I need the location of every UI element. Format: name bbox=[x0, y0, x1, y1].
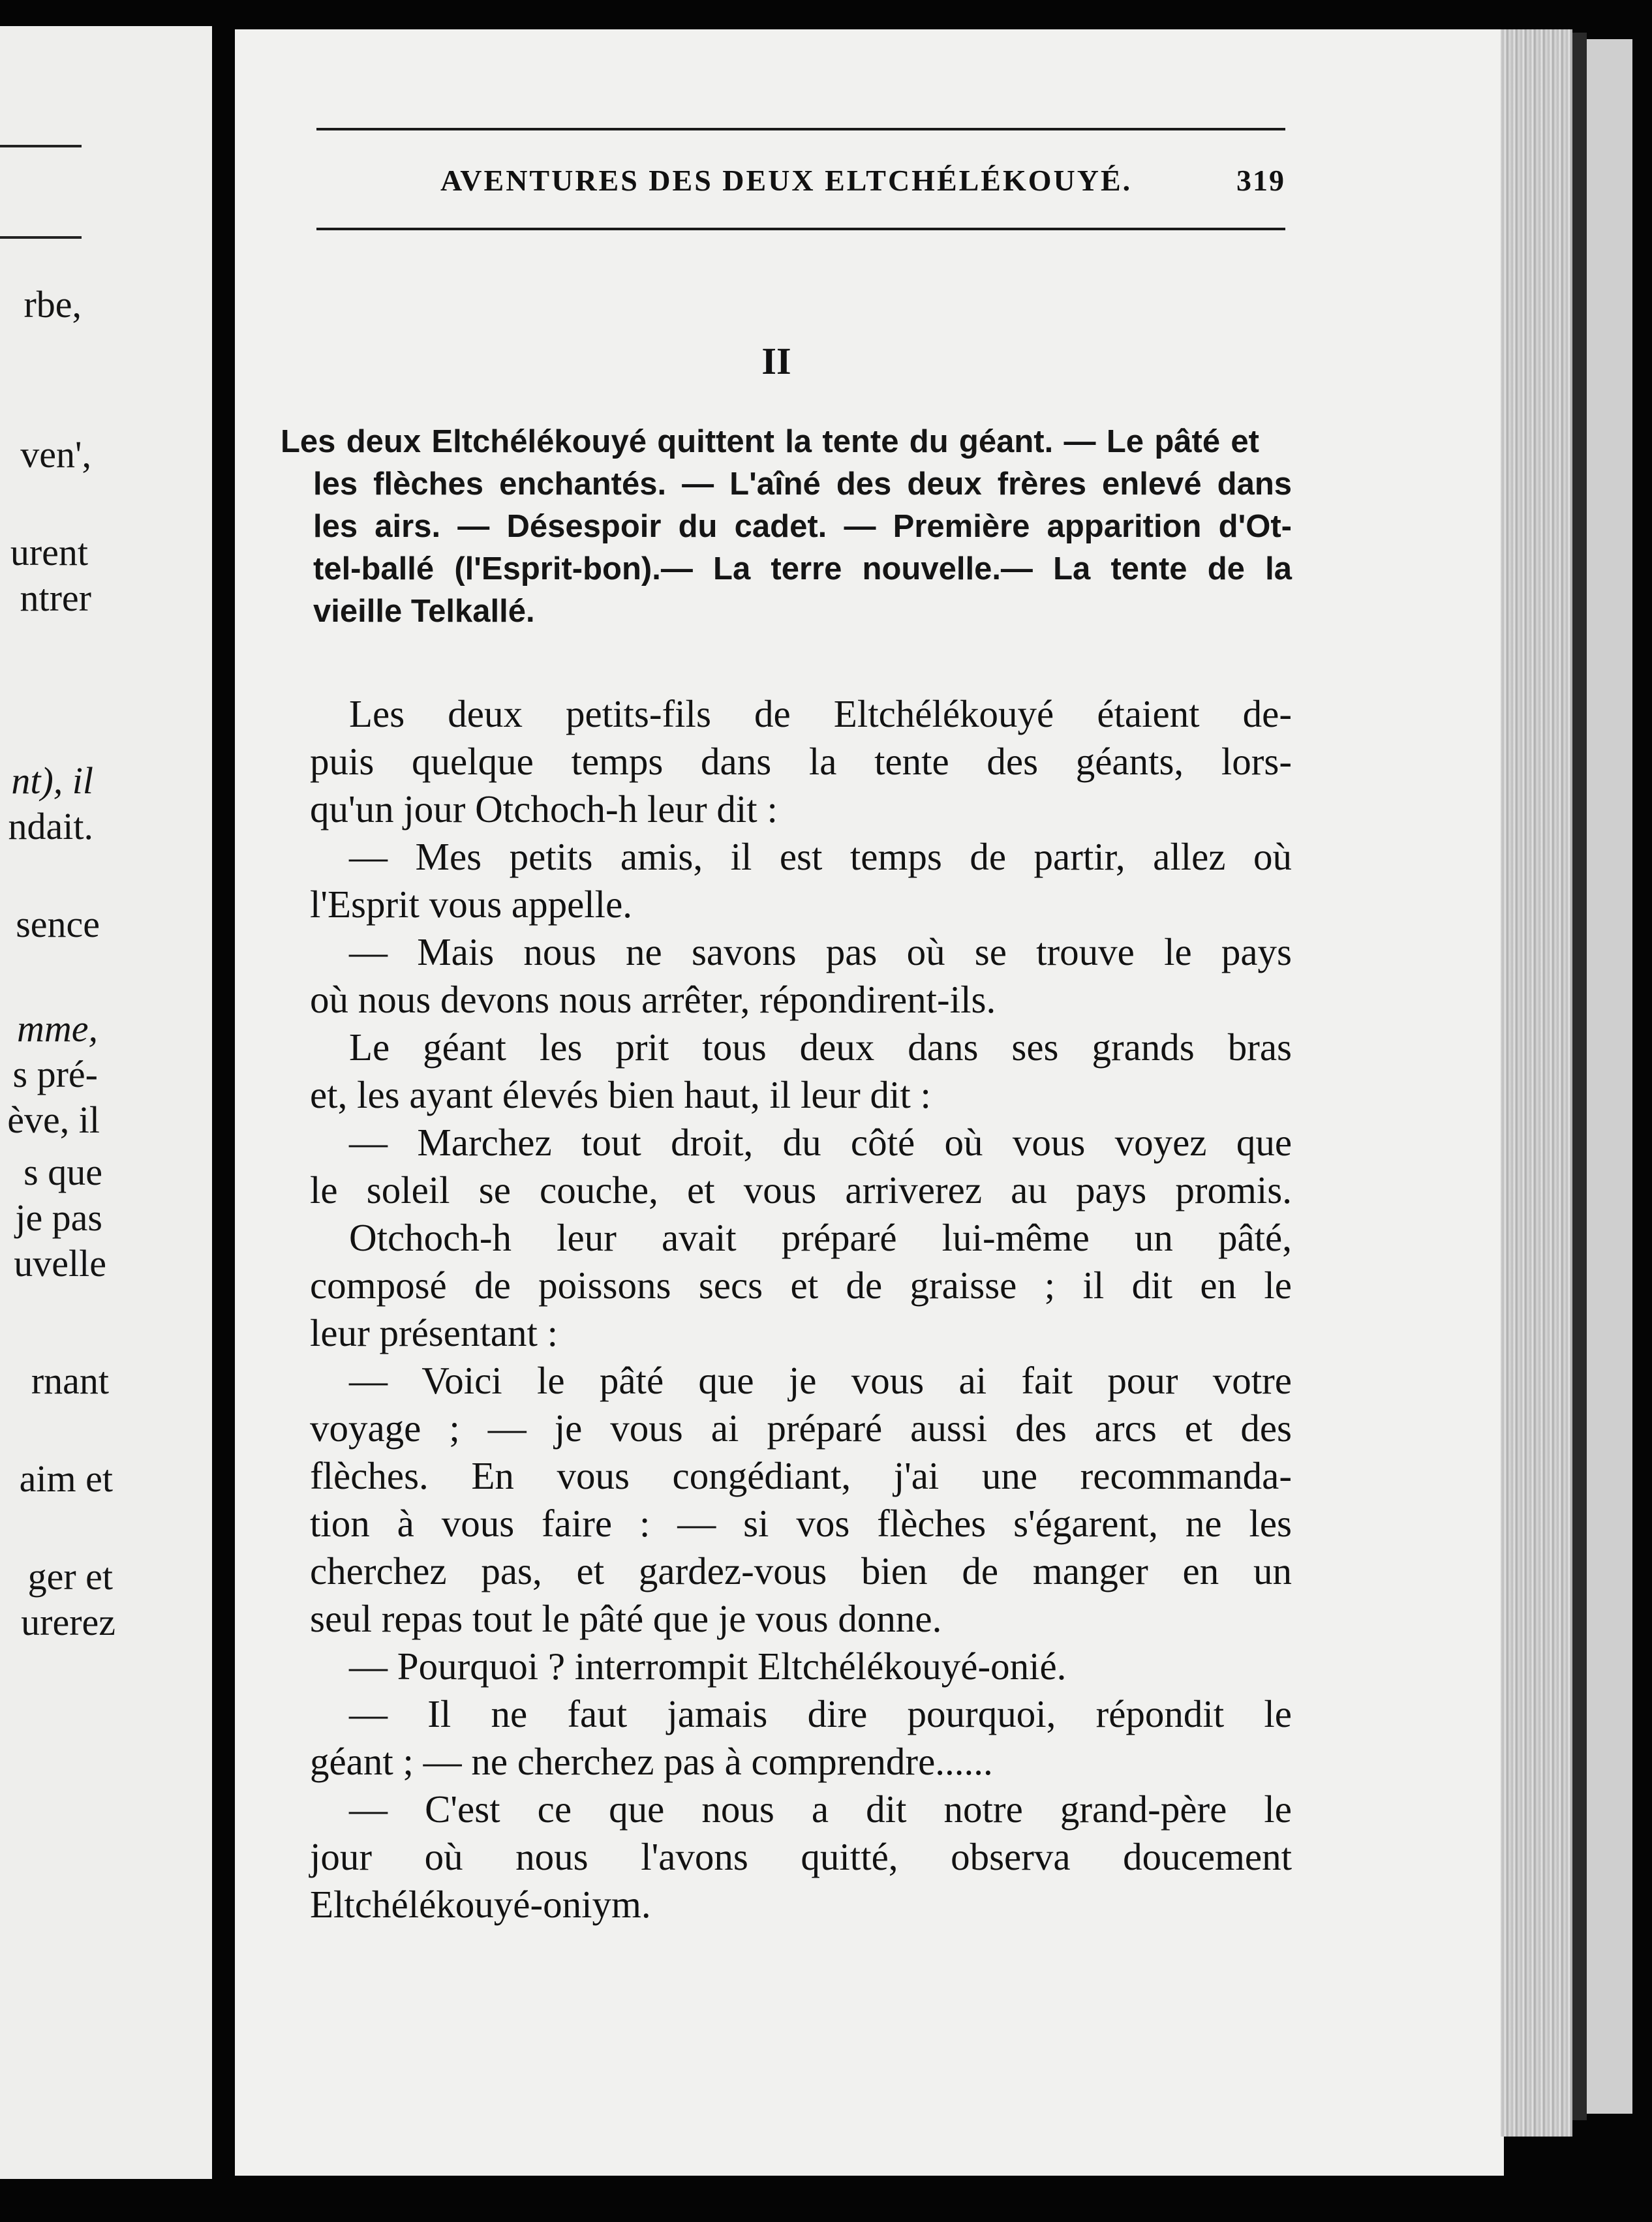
body-line: Les deux petits-fils de Eltchélékouyé étaient de- bbox=[349, 692, 1292, 735]
header-rule-bottom bbox=[316, 228, 1285, 230]
left-fragment: ntrer bbox=[20, 577, 91, 619]
left-fragment: ève, il bbox=[7, 1099, 100, 1141]
left-fragment: ven', bbox=[20, 433, 91, 476]
left-facing-page bbox=[0, 26, 212, 2179]
body-line: l'Esprit vous appelle. bbox=[310, 883, 633, 926]
body-line: Otchoch-h leur avait préparé lui-même un pâté, bbox=[349, 1216, 1292, 1259]
body-line: qu'un jour Otchoch-h leur dit : bbox=[310, 787, 778, 830]
body-text bbox=[310, 690, 1292, 1928]
left-page-rule bbox=[0, 145, 82, 147]
running-head bbox=[316, 163, 1285, 202]
body-line: géant ; — ne cherchez pas à comprendre...... bbox=[310, 1740, 993, 1783]
body-line: cherchez pas, et gardez-vous bien de manger en un bbox=[310, 1549, 1292, 1592]
summary-line: les flèches enchantés. — L'aîné des deux frères enlevé dans bbox=[313, 466, 1292, 502]
body-line: puis quelque temps dans la tente des géants, lors- bbox=[310, 740, 1292, 783]
body-line: Eltchélékouyé-oniym. bbox=[310, 1883, 651, 1926]
left-fragment: je pas bbox=[15, 1196, 102, 1239]
body-line: — Mes petits amis, il est temps de partir, allez où bbox=[349, 835, 1292, 878]
left-fragment: mme, bbox=[16, 1007, 98, 1050]
body-line: jour où nous l'avons quitté, observa doucement bbox=[310, 1835, 1292, 1878]
left-fragment: s pré- bbox=[12, 1053, 98, 1095]
chapter-summary bbox=[281, 421, 1292, 633]
body-line: — Il ne faut jamais dire pourquoi, répondit le bbox=[349, 1692, 1292, 1735]
running-title: AVENTURES DES DEUX ELTCHÉLÉKOUYÉ. bbox=[440, 164, 1133, 197]
body-line: et, les ayant élevés bien haut, il leur dit : bbox=[310, 1073, 931, 1116]
body-line: flèches. En vous congédiant, j'ai une recommanda- bbox=[310, 1454, 1292, 1497]
body-line: le soleil se couche, et vous arriverez au pays promis. bbox=[310, 1168, 1292, 1211]
summary-line: tel-ballé (l'Esprit-bon).— La terre nouvelle.— La tente de la bbox=[313, 551, 1292, 586]
body-line: tion à vous faire : — si vos flèches s'égarent, ne les bbox=[310, 1502, 1292, 1545]
left-fragment: urent bbox=[10, 531, 88, 573]
body-line: leur présentant : bbox=[310, 1311, 558, 1354]
body-line: voyage ; — je vous ai préparé aussi des arcs et des bbox=[310, 1407, 1292, 1450]
summary-line: les airs. — Désespoir du cadet. — Première apparition d'Ot- bbox=[313, 509, 1292, 544]
body-line: composé de poissons secs et de graisse ; il dit en le bbox=[310, 1264, 1292, 1307]
body-line: — Mais nous ne savons pas où se trouve le pays bbox=[349, 930, 1292, 973]
body-line: seul repas tout le pâté que je vous donne. bbox=[310, 1597, 942, 1640]
summary-line: vieille Telkallé. bbox=[313, 594, 535, 629]
left-fragment: urerez bbox=[21, 1601, 115, 1643]
left-fragment: rnant bbox=[31, 1360, 109, 1402]
left-fragment: nt), il bbox=[11, 759, 93, 802]
summary-line: Les deux Eltchélékouyé quittent la tente du géant. — Le pâté et bbox=[281, 424, 1259, 459]
left-page-rule bbox=[0, 236, 82, 239]
body-line: — Marchez tout droit, du côté où vous voyez que bbox=[349, 1121, 1292, 1164]
body-line: Le géant les prit tous deux dans ses grands bras bbox=[349, 1026, 1292, 1069]
left-fragment: uvelle bbox=[14, 1242, 106, 1285]
left-fragment: rbe, bbox=[23, 283, 82, 326]
back-page-edge bbox=[1587, 39, 1632, 2114]
left-fragment: sence bbox=[16, 903, 100, 945]
left-fragment: aim et bbox=[19, 1457, 113, 1500]
body-line: — Pourquoi ? interrompit Eltchélékouyé-onié. bbox=[349, 1645, 1067, 1688]
chapter-number: II bbox=[761, 340, 791, 382]
left-fragment: s que bbox=[23, 1151, 102, 1193]
body-line: — C'est ce que nous a dit notre grand-père le bbox=[349, 1788, 1292, 1831]
left-fragment: ndait. bbox=[8, 805, 93, 847]
body-line: où nous devons nous arrêter, répondirent-ils. bbox=[310, 978, 996, 1021]
left-fragment: ger et bbox=[27, 1555, 113, 1598]
body-line: — Voici le pâté que je vous ai fait pour votre bbox=[349, 1359, 1292, 1402]
page-number: 319 bbox=[1236, 164, 1285, 197]
binding-shadow bbox=[1572, 33, 1587, 2120]
header-rule-top bbox=[316, 128, 1285, 130]
page-edges bbox=[1501, 29, 1572, 2137]
